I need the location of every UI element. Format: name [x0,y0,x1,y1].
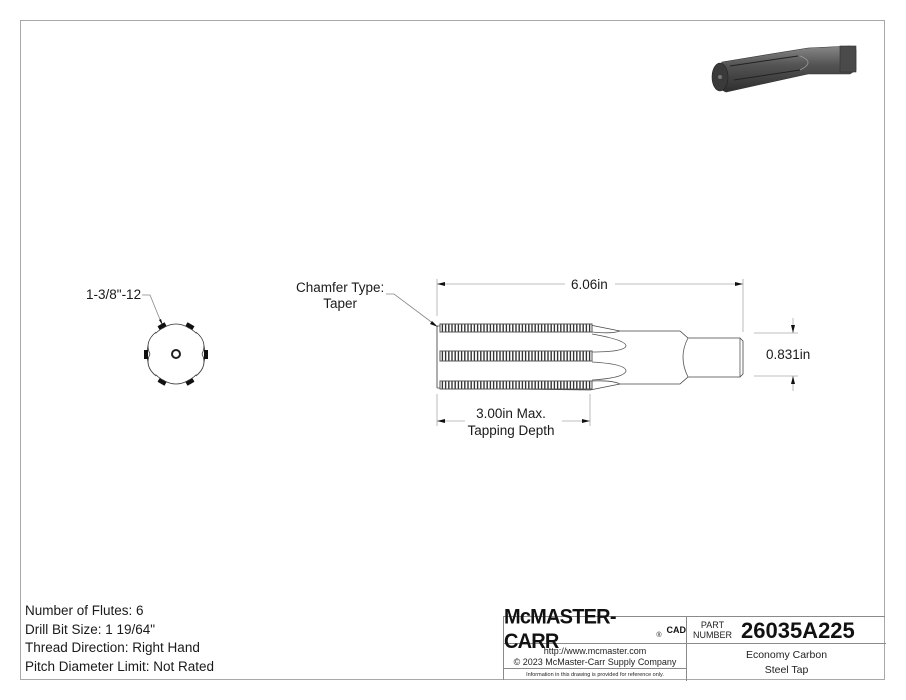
website-link[interactable]: http://www.mcmaster.com [543,646,647,656]
spec-notes [25,602,214,676]
part-description [687,644,886,681]
part-number-cell [687,617,886,644]
tap-3d-preview [700,40,860,100]
chamfer-type-title: Chamfer Type: [296,280,385,295]
overall-length-label: 6.06in [571,277,608,292]
tap-end-view [130,292,220,392]
cad-icon: CAD [666,625,686,635]
chamfer-type-value: Taper [323,296,358,311]
part-label-line2: NUMBER [693,630,733,640]
tap-side-view [380,276,810,446]
disclaimer-text: Information in this drawing is provided for reference only. [504,669,687,681]
chamfer-type-label [296,280,384,312]
description-line2: Steel Tap [764,664,809,676]
mcmaster-logo: McMASTER-CARR [504,605,616,654]
title-block [503,605,885,680]
tapping-depth-label [466,405,556,439]
part-label-line1: PART [700,620,725,630]
shank-size-label: 0.831in [766,347,811,362]
copyright-text: © 2023 McMaster-Carr Supply Company [513,657,677,667]
thread-size-label: 1-3/8"-12 [86,287,142,302]
part-number: 26035A225 [741,618,855,643]
tapping-depth-value: 3.00in Max. [476,406,546,421]
spec-drill-bit-size: Drill Bit Size: 1 19/64" [25,621,156,637]
registered-mark: ® [656,631,662,639]
spec-flutes: Number of Flutes: 6 [25,603,144,618]
tapping-depth-caption: Tapping Depth [467,423,555,438]
description-line1: Economy Carbon [745,649,828,661]
spec-thread-direction: Thread Direction: Right Hand [25,640,200,655]
info-cell [504,644,687,669]
part-number-label [693,620,732,640]
spec-pitch-diameter: Pitch Diameter Limit: Not Rated [25,658,215,674]
